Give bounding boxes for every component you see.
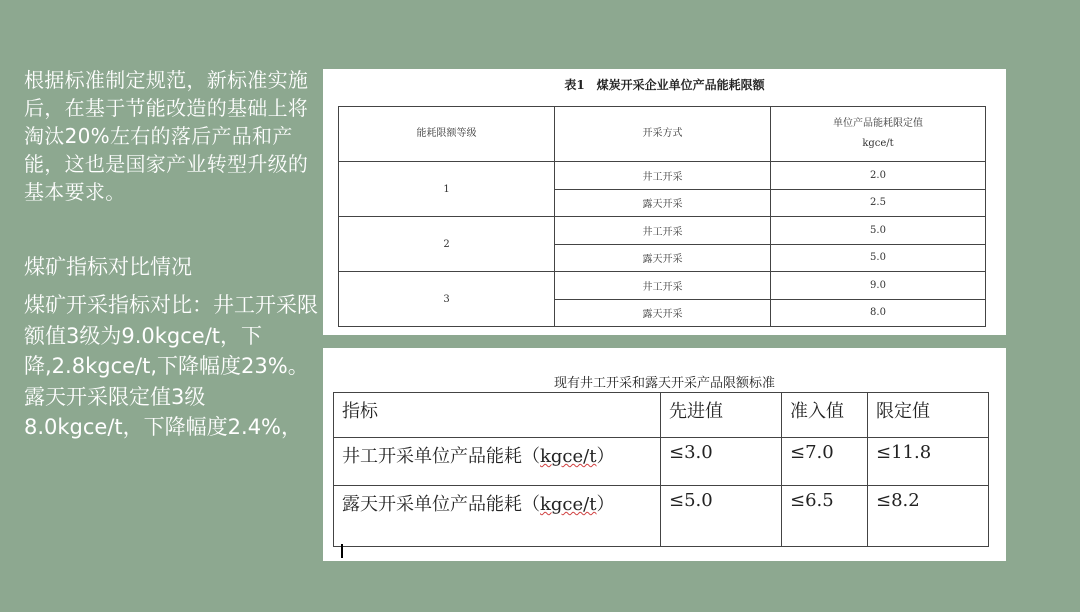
entry-cell: ≤7.0	[782, 438, 868, 486]
table-row	[334, 486, 989, 547]
header-advanced: 先进值	[661, 393, 782, 438]
comparison-paragraph: 煤矿开采指标对比：井工开采限额值3级为9.0kgce/t，下降,2.8kgce/t,下降幅度23%。露天开采限定值3级8.0kgce/t，下降幅度2.4%，	[24, 293, 318, 439]
table-row	[334, 438, 989, 486]
indicator-cell	[334, 438, 661, 486]
table2-header-row	[334, 393, 989, 438]
indicator-name: 井工开采单位产品能耗（	[342, 446, 540, 467]
table1-header-row	[339, 107, 986, 162]
advanced-cell: ≤3.0	[661, 438, 782, 486]
text-cursor	[341, 544, 343, 558]
advanced-cell: ≤5.0	[661, 486, 782, 547]
method-cell: 露天开采	[555, 189, 771, 217]
value-cell: 5.0	[771, 217, 986, 245]
header-indicator: 指标	[334, 393, 661, 438]
table-row	[339, 162, 986, 190]
header-limit: 限定值	[868, 393, 989, 438]
method-cell: 井工开采	[555, 162, 771, 190]
table-row	[339, 217, 986, 245]
limit-cell: ≤11.8	[868, 438, 989, 486]
value-cell: 2.0	[771, 162, 986, 190]
value-cell: 5.0	[771, 244, 986, 272]
grade-cell: 3	[339, 272, 555, 327]
method-cell: 井工开采	[555, 272, 771, 300]
table2-caption: 现有井工开采和露天开采产品限额标准	[553, 376, 775, 391]
indicator-unit: kgce/t	[540, 446, 597, 467]
indicator-cell	[334, 486, 661, 547]
indicator-close: ）	[596, 494, 615, 515]
grade-cell: 2	[339, 217, 555, 272]
intro-paragraph: 根据标准制定规范，新标准实施后，在基于节能改造的基础上将淘汰20%左右的落后产品和产能，这也是国家产业转型升级的基本要求。	[24, 68, 309, 204]
header-limit-value	[771, 107, 986, 162]
table-row	[339, 272, 986, 300]
entry-cell: ≤6.5	[782, 486, 868, 547]
header-entry: 准入值	[782, 393, 868, 438]
header-method: 开采方式	[555, 107, 771, 162]
energy-limit-table	[338, 106, 986, 327]
subheading: 煤矿指标对比情况	[24, 255, 192, 279]
limit-cell: ≤8.2	[868, 486, 989, 547]
standard-table-card	[323, 348, 1006, 561]
header-limit-unit: kgce/t	[862, 138, 894, 149]
method-cell: 露天开采	[555, 299, 771, 327]
value-cell: 8.0	[771, 299, 986, 327]
standard-table	[333, 392, 989, 547]
value-cell: 2.5	[771, 189, 986, 217]
method-cell: 露天开采	[555, 244, 771, 272]
table1-caption: 表1 煤炭开采企业单位产品能耗限额	[564, 78, 765, 92]
energy-limit-table-card	[323, 69, 1006, 335]
indicator-name: 露天开采单位产品能耗（	[342, 494, 540, 515]
indicator-unit: kgce/t	[540, 494, 597, 515]
method-cell: 井工开采	[555, 217, 771, 245]
indicator-close: ）	[596, 446, 615, 467]
header-grade: 能耗限额等级	[339, 107, 555, 162]
header-limit-label: 单位产品能耗限定值	[833, 118, 923, 129]
grade-cell: 1	[339, 162, 555, 217]
value-cell: 9.0	[771, 272, 986, 300]
